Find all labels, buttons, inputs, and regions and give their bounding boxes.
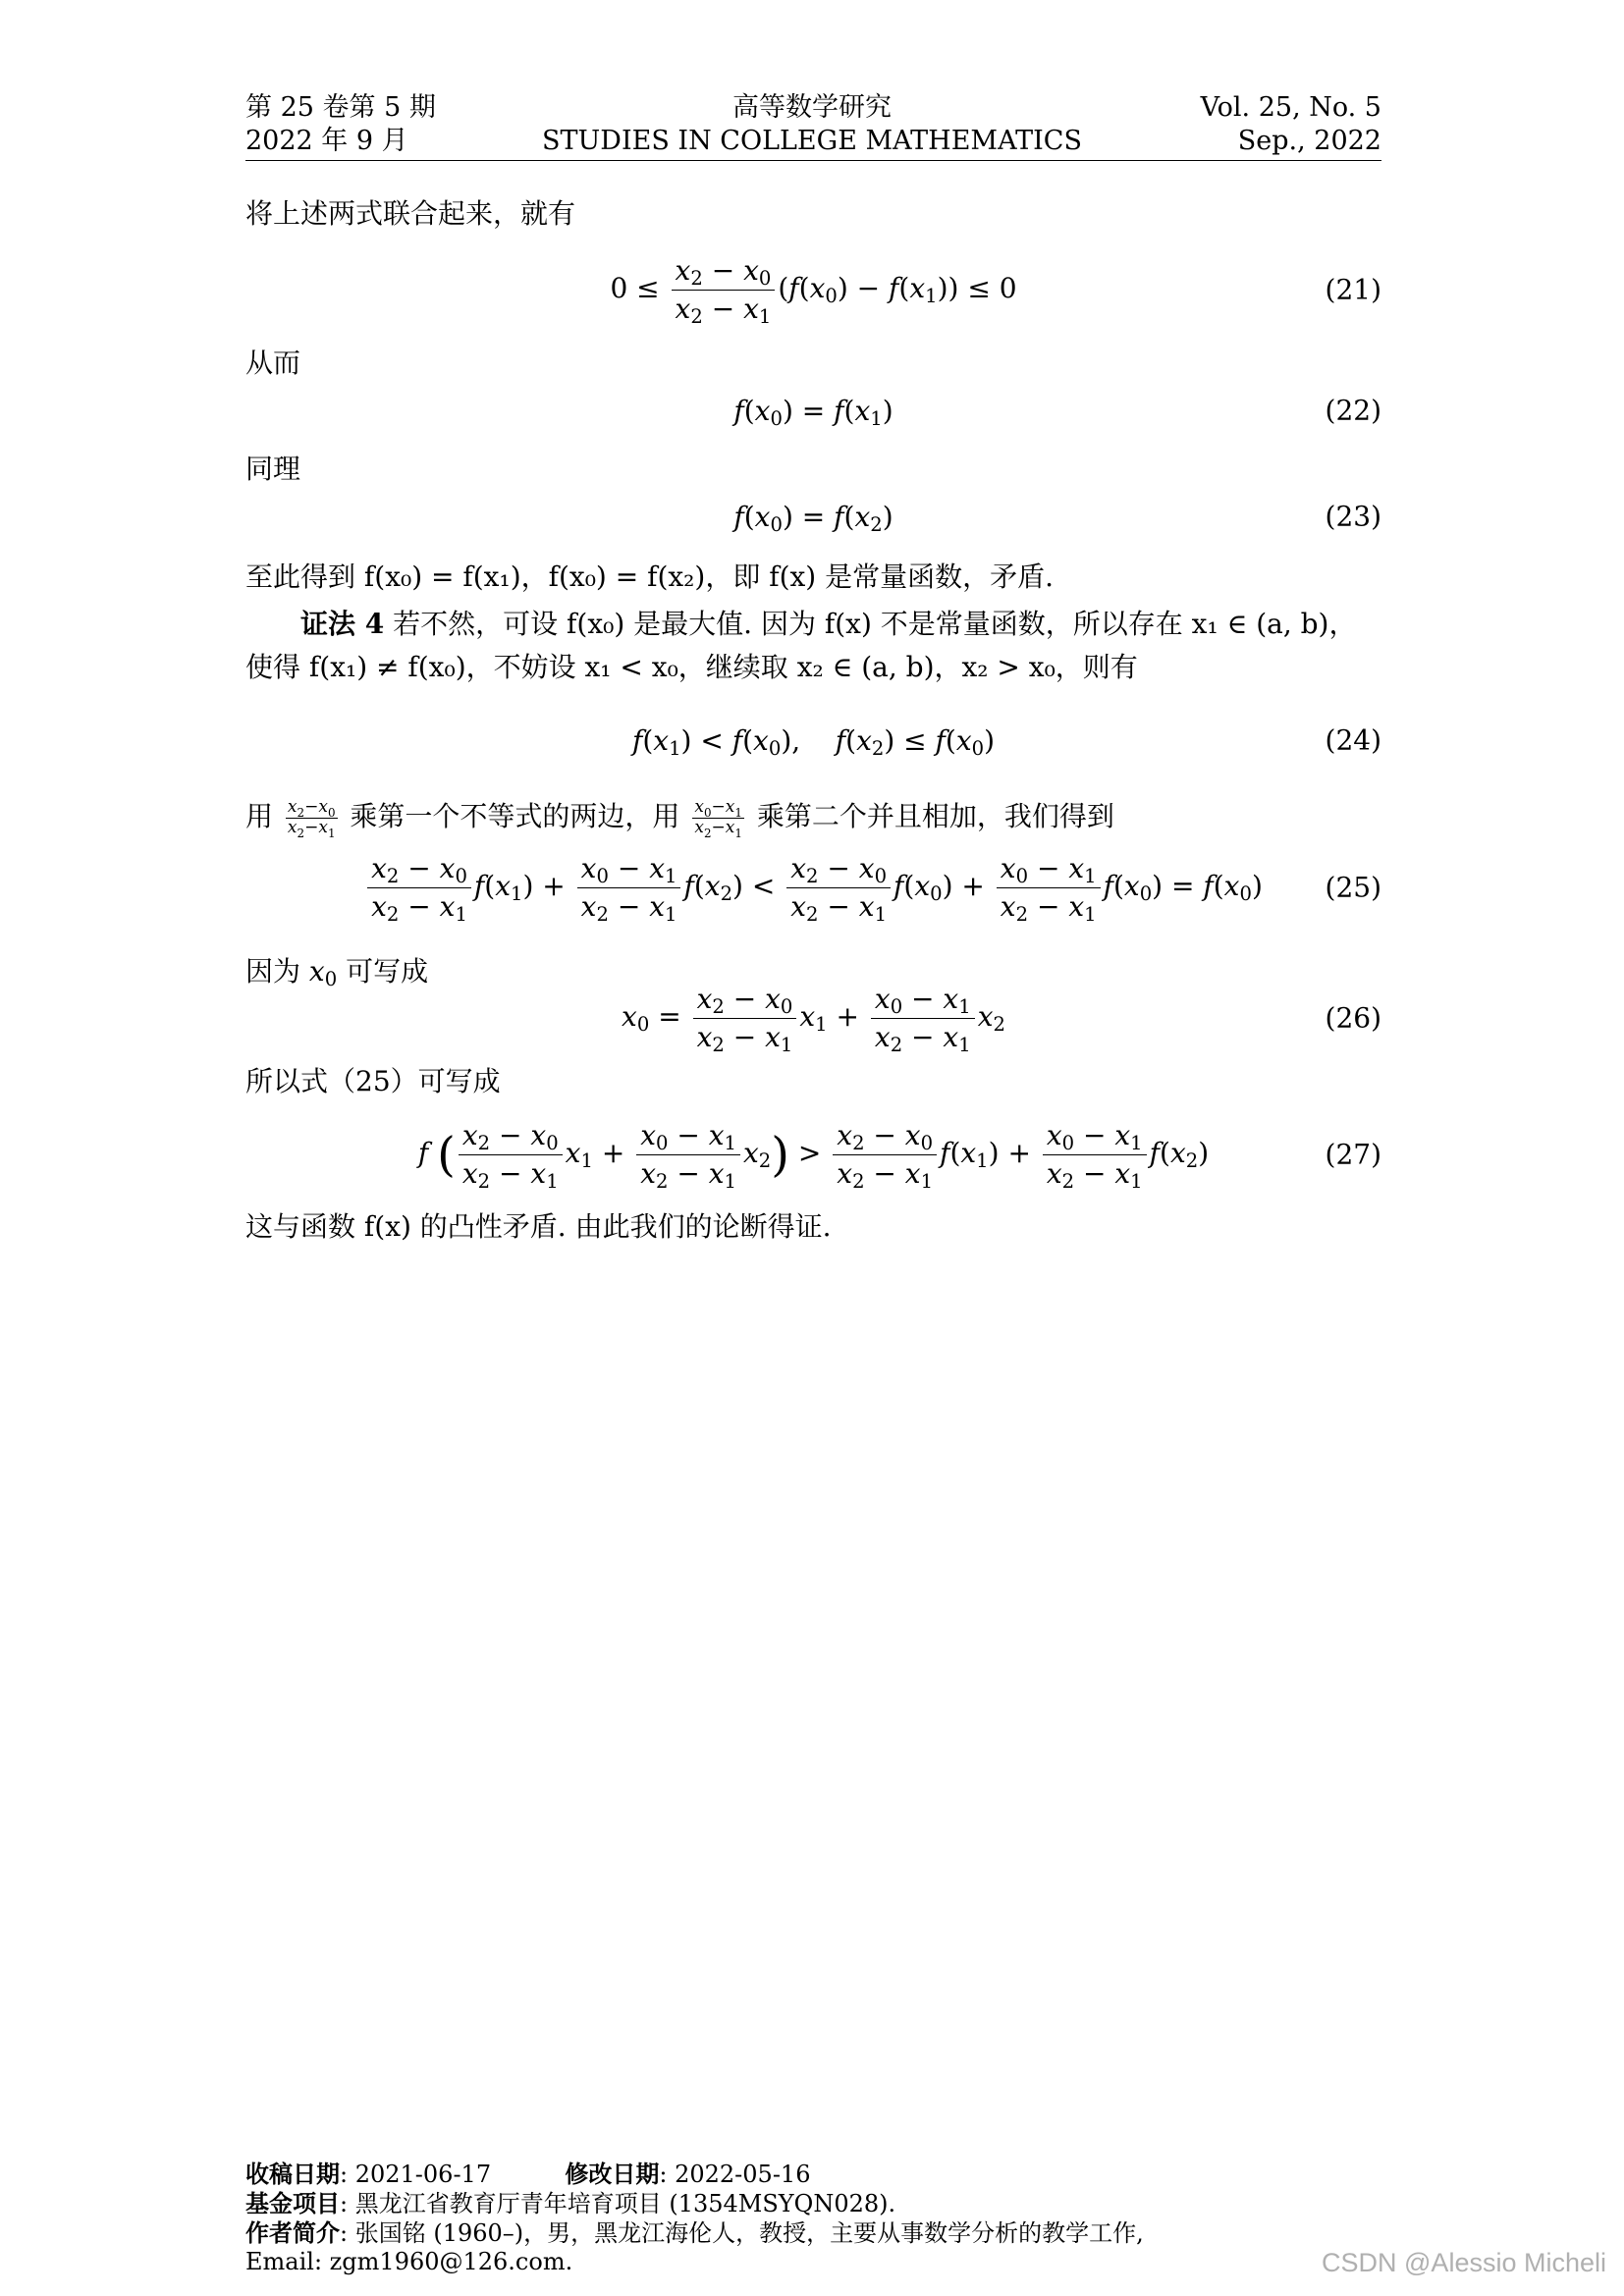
paragraph-multiply: 用 $\frac{x_2-x_0}{x_2-x_1}$ 乘第一个不等式的两边，用 $\frac{x_0-x_1}{x_2-x_1}$ 乘第二个并且相加，我们得到 (245, 797, 1114, 840)
journal-title-cn: 高等数学研究 (732, 92, 892, 123)
equation-25: $\frac{x_2 - x_0}{x_2 - x_1}$ $f(x_1)$ + $\frac{x_0 - x_1}{x_2 - x_1}$ $f(x_2)$ < $\frac{x_2 - x_0}{x_2 - x_1}$ $f(x_0)$ + $\frac{x_0 - x_1}{x_2 - x_1}$ $f(x_0) = f(x_0)$ (25) (245, 846, 1381, 929)
header-date: 2022 年 9 月 (245, 126, 408, 156)
text-use: 用 (245, 800, 274, 832)
header-issue-en (1201, 91, 1381, 158)
revised-value: : 2022-05-16 (659, 2161, 811, 2188)
fund-value: : 黑龙江省教育厅青年培育项目 (1354MSYQN028). (340, 2190, 896, 2217)
paragraph-conclusion: 这与函数 f(x) 的凸性矛盾. 由此我们的论断得证. (245, 1210, 832, 1243)
received-label: 收稿日期 (245, 2160, 340, 2188)
equation-22: $f(x_0) = f(x_1)$ (22) (733, 394, 1381, 430)
paragraph-proof-4 (245, 603, 1381, 689)
watermark: CSDN @Alessio Micheli (1322, 2248, 1606, 2277)
text-multiply-first: 乘第一个不等式的两边，用 (350, 800, 680, 832)
journal-title-en: STUDIES IN COLLEGE MATHEMATICS (542, 126, 1082, 156)
equation-number: (26) (1325, 1001, 1381, 1035)
paragraph-since: 因为 $x_0$ 可写成 (245, 955, 429, 990)
text-multiply-second: 乘第二个并且相加，我们得到 (756, 800, 1114, 832)
equation-number: (23) (1325, 500, 1381, 533)
equation-24: $f(x_1) < f(x_0)$, $f(x_2) \le f(x_0)$ (24) (631, 723, 1381, 760)
text-since: 因为 (245, 955, 301, 988)
equation-number: (22) (1325, 394, 1381, 427)
paragraph-hence: 从而 (245, 347, 301, 379)
equation-number: (27) (1325, 1138, 1381, 1171)
paragraph-contradiction: 至此得到 f(x₀) = f(x₁)，f(x₀) = f(x₂)，即 f(x) 是常量函数，矛盾. (245, 561, 1055, 593)
revised-label: 修改日期 (565, 2160, 660, 2188)
footer-dates (245, 2160, 1381, 2189)
equation-number: (21) (1325, 273, 1381, 306)
header-date-en: Sep., 2022 (1237, 126, 1381, 156)
equation-21: 0 ≤ $\frac{x_2 - x_0}{x_2 - x_1}$ $(f(x_0) - f(x_1)) \le 0$ (21) (610, 253, 1381, 328)
proof-label: 证法 4 (300, 608, 385, 640)
equation-23: $f(x_0) = f(x_2)$ (23) (733, 500, 1381, 536)
paragraph-similarly: 同理 (245, 453, 301, 485)
paragraph-therefore: 所以式（25）可写成 (245, 1065, 501, 1097)
author-label: 作者简介 (245, 2218, 340, 2247)
equation-number: (25) (1325, 871, 1381, 904)
header-rule (245, 160, 1381, 161)
equation-26: $x_0$ = $\frac{x_2 - x_0}{x_2 - x_1}$ $x_1$ + $\frac{x_0 - x_1}{x_2 - x_1}$ $x_2$ (26) (622, 982, 1381, 1056)
proof-text: 若不然，可设 f(x₀) 是最大值. 因为 f(x) 不是常量函数，所以存在 x₁ ∈ (a, b)，使得 f(x₁) ≠ f(x₀)，不妨设 x₁ < x₀，继续取 x₂ ∈ (a, b)，x₂ > x₀，则有 (245, 608, 1357, 683)
footer-email: Email: zgm1960@126.com. (245, 2248, 573, 2275)
fund-label: 基金项目 (245, 2189, 340, 2217)
received-value: : 2021-06-17 (340, 2161, 492, 2188)
author-value: : 张国铭 (1960–)，男，黑龙江海伦人，教授，主要从事数学分析的教学工作, (340, 2219, 1144, 2247)
header-volume: 第 25 卷第 5 期 (245, 92, 436, 123)
paragraph-combine: 将上述两式联合起来，就有 (245, 197, 576, 230)
header-volume-en: Vol. 25, No. 5 (1200, 92, 1381, 123)
text-can-write: 可写成 (346, 955, 429, 988)
equation-number: (24) (1325, 723, 1381, 757)
footer-author (245, 2218, 1381, 2248)
footer-fund (245, 2189, 1381, 2218)
equation-27: f ( $\frac{x_2 - x_0}{x_2 - x_1}$ $x_1$ + $\frac{x_0 - x_1}{x_2 - x_1}$ $x_2$) > $\frac{x_2 - x_0}{x_2 - x_1}$ $f(x_1)$ + $\frac{x_0 - x_1}{x_2 - x_1}$ $f(x_2)$ (27) (417, 1118, 1381, 1193)
